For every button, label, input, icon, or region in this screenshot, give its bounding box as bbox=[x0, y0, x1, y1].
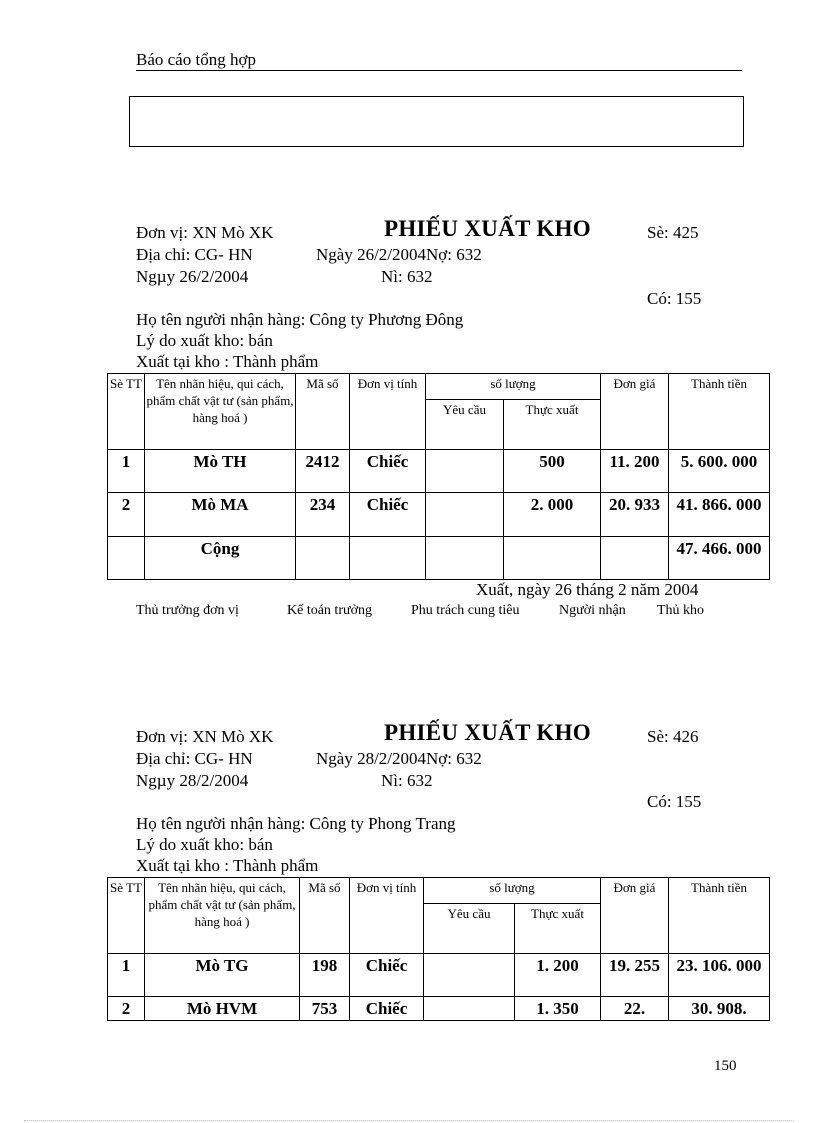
signature-receiver: Người nhận bbox=[559, 603, 626, 618]
voucher-1-warehouse: Xuất tại kho : Thành phẩm bbox=[136, 352, 319, 371]
signature-storekeeper: Thủ kho bbox=[657, 603, 705, 618]
header-name: Tên nhãn hiệu, qui cách, phẩm chất vật tư (sản phẩm, hàng hoá ) bbox=[145, 878, 300, 954]
cell-actual: 2. 000 bbox=[504, 493, 601, 537]
cell-code: 234 bbox=[296, 493, 350, 537]
voucher-1-address: Địa chỉ: CG- HN bbox=[136, 245, 253, 264]
header-rule bbox=[136, 70, 742, 71]
header-requested: Yêu cầu bbox=[424, 904, 515, 954]
cell-unit: Chiếc bbox=[350, 954, 424, 997]
cell-actual: 1. 200 bbox=[515, 954, 601, 997]
header-quantity: số lượng bbox=[424, 878, 601, 904]
voucher-1-date-debit: Ngày 26/2/2004Nợ: 632 bbox=[316, 245, 482, 264]
voucher-2-title: PHIẾU XUẤT KHO bbox=[384, 720, 591, 745]
voucher-1-reason: Lý do xuất kho: bán bbox=[136, 331, 273, 350]
cell-amount: 41. 866. 000 bbox=[669, 493, 770, 537]
signature-chief-accountant: Kế toán trưởng bbox=[287, 603, 372, 618]
cell-name: Mò TG bbox=[145, 954, 300, 997]
table-row bbox=[108, 493, 770, 537]
cell-amount: 23. 106. 000 bbox=[669, 954, 770, 997]
voucher-2-date-line: Ngµy 28/2/2004 bbox=[136, 771, 249, 790]
table-total-row bbox=[108, 537, 770, 580]
voucher-2-recipient: Họ tên người nhận hàng: Công ty Phong Trang bbox=[136, 814, 456, 833]
cell-amount: 5. 600. 000 bbox=[669, 450, 770, 493]
header-price: Đơn giá bbox=[601, 374, 669, 450]
header-name: Tên nhãn hiệu, qui cách, phẩm chất vật tư (sản phẩm, hàng hoá ) bbox=[145, 374, 296, 450]
header-actual: Thực xuất bbox=[504, 400, 601, 450]
header-code: Mã số bbox=[296, 374, 350, 450]
cell-empty bbox=[426, 537, 504, 580]
voucher-2-debit2: Nì: 632 bbox=[381, 771, 433, 790]
header-amount: Thành tiền bbox=[669, 374, 770, 450]
header-code: Mã số bbox=[300, 878, 350, 954]
table-row bbox=[108, 997, 770, 1021]
cell-empty bbox=[108, 537, 145, 580]
header-price: Đơn giá bbox=[601, 878, 669, 954]
cell-code: 2412 bbox=[296, 450, 350, 493]
voucher-1-debit2: Nì: 632 bbox=[381, 267, 433, 286]
cell-empty bbox=[350, 537, 426, 580]
empty-box bbox=[129, 96, 744, 147]
voucher-1-number: Sè: 425 bbox=[647, 223, 699, 242]
cell-name: Mò HVM bbox=[145, 997, 300, 1021]
report-header-title: Báo cáo tổng hợp bbox=[136, 50, 256, 69]
voucher-2-date-debit: Ngày 28/2/2004Nợ: 632 bbox=[316, 749, 482, 768]
cell-name: Mò TH bbox=[145, 450, 296, 493]
voucher-1-credit: Có: 155 bbox=[647, 289, 702, 308]
cell-actual: 500 bbox=[504, 450, 601, 493]
page-bottom-border bbox=[24, 1120, 794, 1121]
voucher-2-table bbox=[107, 877, 770, 1021]
cell-requested bbox=[424, 997, 515, 1021]
cell-name: Mò MA bbox=[145, 493, 296, 537]
voucher-2-number: Sè: 426 bbox=[647, 727, 699, 746]
cell-amount: 30. 908. bbox=[669, 997, 770, 1021]
voucher-1-unit: Đơn vị: XN Mò XK bbox=[136, 223, 274, 242]
header-quantity: số lượng bbox=[426, 374, 601, 400]
cell-total-label: Cộng bbox=[145, 537, 296, 580]
voucher-1-date-line: Ngµy 26/2/2004 bbox=[136, 267, 249, 286]
cell-unit: Chiếc bbox=[350, 997, 424, 1021]
cell-price: 19. 255 bbox=[601, 954, 669, 997]
voucher-1-recipient: Họ tên người nhận hàng: Công ty Phương Đông bbox=[136, 310, 464, 329]
cell-empty bbox=[296, 537, 350, 580]
cell-unit: Chiếc bbox=[350, 493, 426, 537]
header-unit: Đơn vị tính bbox=[350, 878, 424, 954]
cell-price: 20. 933 bbox=[601, 493, 669, 537]
header-stt: Sè TT bbox=[108, 374, 145, 450]
cell-stt: 2 bbox=[108, 493, 145, 537]
header-requested: Yêu cầu bbox=[426, 400, 504, 450]
header-unit: Đơn vị tính bbox=[350, 374, 426, 450]
cell-code: 753 bbox=[300, 997, 350, 1021]
cell-code: 198 bbox=[300, 954, 350, 997]
voucher-1-title: PHIẾU XUẤT KHO bbox=[384, 216, 591, 241]
header-amount: Thành tiền bbox=[669, 878, 770, 954]
cell-total-amount: 47. 466. 000 bbox=[669, 537, 770, 580]
cell-stt: 1 bbox=[108, 954, 145, 997]
cell-unit: Chiếc bbox=[350, 450, 426, 493]
cell-price: 22. bbox=[601, 997, 669, 1021]
header-actual: Thực xuất bbox=[515, 904, 601, 954]
voucher-2-reason: Lý do xuất kho: bán bbox=[136, 835, 273, 854]
table-row bbox=[108, 954, 770, 997]
cell-requested bbox=[426, 450, 504, 493]
voucher-2-unit: Đơn vị: XN Mò XK bbox=[136, 727, 274, 746]
cell-stt: 1 bbox=[108, 450, 145, 493]
cell-empty bbox=[601, 537, 669, 580]
voucher-2-address: Địa chỉ: CG- HN bbox=[136, 749, 253, 768]
cell-price: 11. 200 bbox=[601, 450, 669, 493]
signature-head: Thủ trưởng đơn vị bbox=[136, 603, 239, 618]
cell-empty bbox=[504, 537, 601, 580]
cell-stt: 2 bbox=[108, 997, 145, 1021]
page-number: 150 bbox=[714, 1058, 737, 1074]
header-stt: Sè TT bbox=[108, 878, 145, 954]
voucher-1-table bbox=[107, 373, 770, 580]
voucher-2-credit: Có: 155 bbox=[647, 792, 702, 811]
voucher-1-date-signed: Xuất, ngày 26 tháng 2 năm 2004 bbox=[476, 580, 699, 599]
cell-requested bbox=[426, 493, 504, 537]
signature-supply-manager: Phu trách cung tiêu bbox=[411, 603, 520, 618]
cell-actual: 1. 350 bbox=[515, 997, 601, 1021]
cell-requested bbox=[424, 954, 515, 997]
voucher-2-warehouse: Xuất tại kho : Thành phẩm bbox=[136, 856, 319, 875]
table-row bbox=[108, 450, 770, 493]
